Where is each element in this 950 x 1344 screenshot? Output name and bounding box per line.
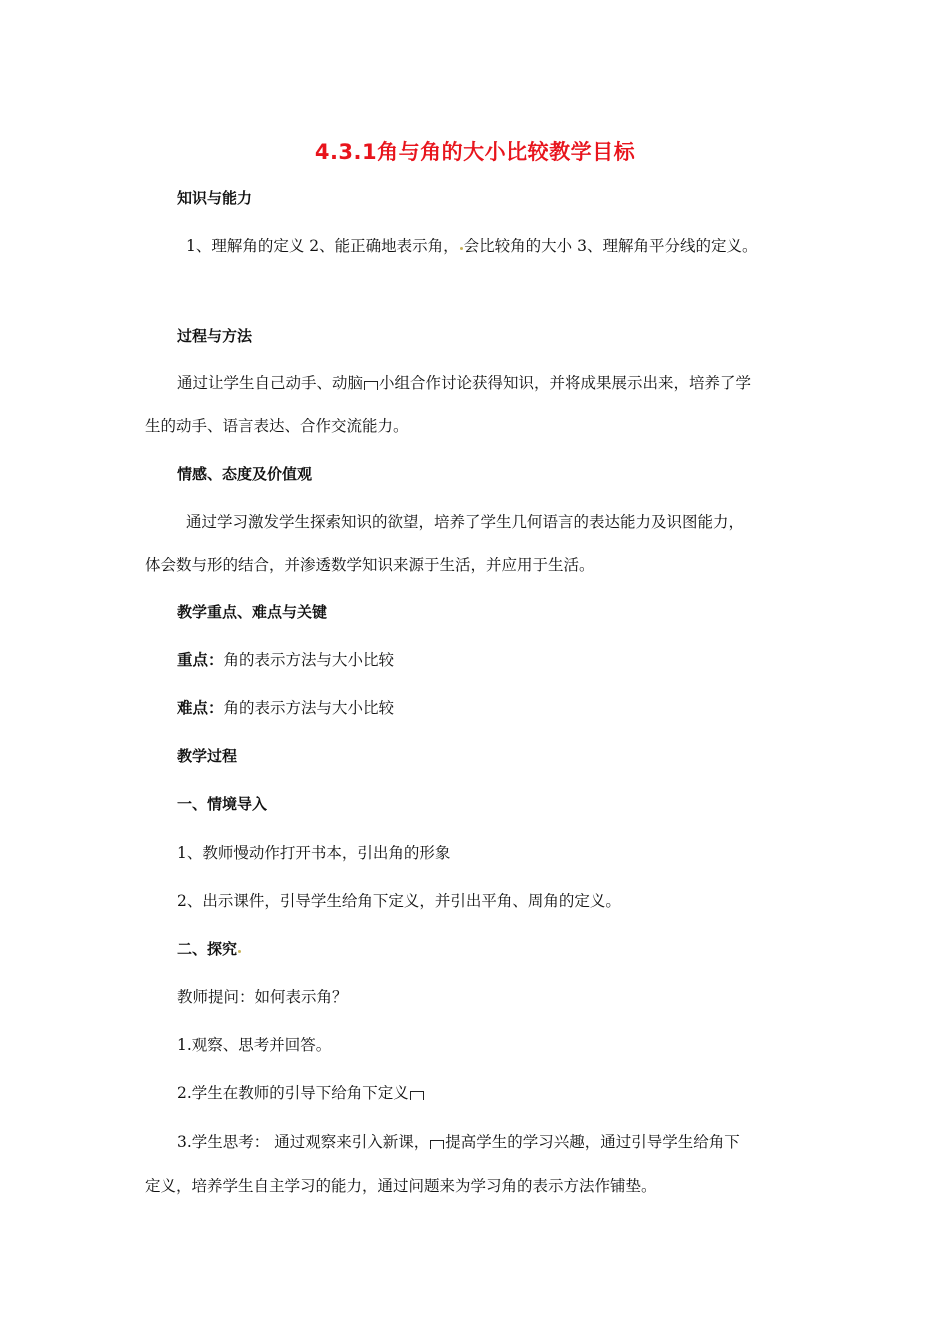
emotion-line-1: 通过学习激发学生探索知识的欲望，培养了学生几何语言的表达能力及识图能力， (186, 513, 745, 531)
stray-mark (430, 1140, 444, 1149)
difficulty-point-label: 难点： (177, 699, 224, 717)
key-point-label: 重点： (177, 651, 224, 669)
heading-part-2 (177, 939, 242, 959)
difficulty-point-text: 角的表示方法与大小比较 (223, 699, 395, 717)
part-1-item-2: 2、出示课件，引导学生给角下定义，并引出平角、周角的定义。 (177, 892, 621, 910)
step-3-line-1 (177, 1132, 740, 1152)
step-2 (177, 1083, 425, 1103)
stray-mark (460, 247, 463, 250)
process-line-1-part-a: 通过让学生自己动手、动脑 (177, 374, 364, 392)
stray-mark (238, 950, 241, 953)
step-3-part-a: 3.学生思考： 通过观察来引入新课， (177, 1133, 430, 1151)
key-point-text: 角的表示方法与大小比较 (223, 651, 395, 669)
step-3-line-2: 定义，培养学生自主学习的能力，通过问题来为学习角的表示方法作铺垫。 (145, 1177, 657, 1195)
teacher-question: 教师提问：如何表示角？ (177, 988, 348, 1006)
process-line-1 (177, 373, 751, 393)
step-2-text: 2.学生在教师的引导下给角下定义 (177, 1084, 409, 1102)
step-3-part-b: 提高学生的学习兴趣，通过引导学生给角下 (445, 1133, 740, 1151)
difficulty-point (177, 698, 394, 718)
document-title: 4.3.1角与角的大小比较教学目标 (314, 140, 636, 164)
knowledge-text (186, 236, 757, 256)
knowledge-text-part-b: 会比较角的大小 3、理解角平分线的定义。 (463, 237, 758, 255)
heading-procedure: 教学过程 (177, 747, 238, 765)
knowledge-text-part-a: 1、理解角的定义 2、能正确地表示角， (186, 237, 459, 255)
stray-mark (410, 1091, 424, 1100)
heading-process: 过程与方法 (177, 327, 253, 345)
heading-focus: 教学重点、难点与关键 (177, 603, 328, 621)
heading-part-2-text: 二、探究 (177, 940, 238, 958)
process-line-1-part-b: 小组合作讨论获得知识，并将成果展示出来，培养了学 (379, 374, 752, 392)
stray-mark (364, 381, 378, 390)
emotion-line-2: 体会数与形的结合，并渗透数学知识来源于生活，并应用于生活。 (145, 556, 595, 574)
heading-part-1: 一、情境导入 (177, 795, 268, 813)
heading-knowledge: 知识与能力 (177, 189, 253, 207)
part-1-item-1: 1、教师慢动作打开书本，引出角的形象 (177, 844, 451, 862)
heading-emotion: 情感、态度及价值观 (177, 465, 313, 483)
step-1: 1.观察、思考并回答。 (177, 1036, 332, 1054)
key-point (177, 650, 394, 670)
process-line-2: 生的动手、语言表达、合作交流能力。 (145, 417, 409, 435)
